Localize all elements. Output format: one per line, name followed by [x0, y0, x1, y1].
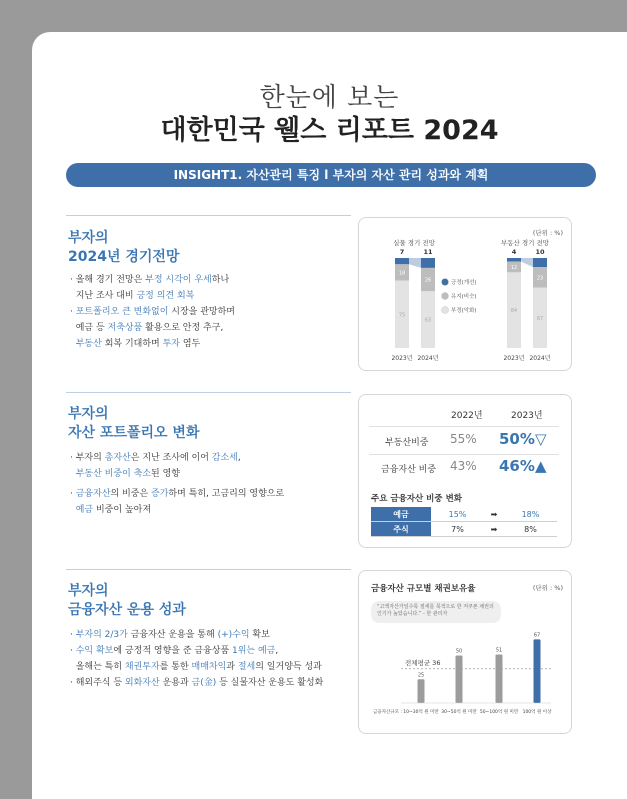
section3-heading — [68, 582, 186, 620]
table-cell: 7% — [431, 522, 484, 537]
section1-bullet: · 올해 경기 전망은 부정 시각이 우세하나 — [70, 275, 230, 285]
legend-swatch — [442, 279, 449, 286]
title-line1: 한눈에 보는 — [259, 83, 400, 113]
divider — [66, 569, 351, 570]
section1-heading-line2: 2024년 경기전망 — [68, 249, 180, 265]
positive-value-label: 7 — [399, 248, 405, 256]
section3-heading-line2: 금융자산 운용 성과 — [68, 602, 186, 618]
row-label-financial: 금융자산 비중 — [381, 465, 437, 475]
segment-label: 12 — [510, 265, 518, 271]
segment-label: 75 — [398, 312, 406, 319]
table-cell: 주식 — [371, 522, 431, 537]
divider — [66, 215, 351, 216]
segment-label: 18 — [398, 270, 406, 277]
legend-label: 부정(악화) — [451, 308, 477, 314]
x-tick-label: 100억 원 이상 — [522, 710, 552, 715]
divider — [369, 454, 559, 455]
portfolio-table-box — [358, 394, 572, 548]
section2-heading — [68, 405, 199, 443]
bar — [456, 656, 463, 704]
section3-bullet: · 수익 확보에 긍정적 영향을 준 금융상품 1위는 예금, — [70, 646, 279, 656]
divider — [66, 392, 351, 393]
chart1-unit: (단위 : %) — [532, 229, 563, 237]
x-axis-label: 금융자산규모 : — [373, 710, 403, 715]
bond-holding-chart — [358, 570, 572, 734]
chart2-title: 금융자산 규모별 채권보유율 — [371, 584, 476, 594]
section3-bullet: 올해는 특히 채권투자를 통한 매매차익과 절세의 일거양득 성과 — [70, 662, 322, 672]
chart2-unit: (단위 : %) — [532, 584, 563, 592]
row-label-realestate: 부동산비중 — [385, 438, 429, 448]
positive-value-label: 11 — [423, 248, 433, 256]
section1-bullet: · 포트폴리오 큰 변화없이 시장을 관망하며 — [70, 307, 235, 317]
section1-bullet: 부동산 회복 기대하며 투자 염두 — [75, 339, 201, 349]
section2-heading-line1: 부자의 — [68, 406, 109, 422]
section1-heading — [68, 229, 179, 267]
x-tick-label: 2023년 — [503, 355, 525, 362]
segment-label: 63 — [424, 317, 432, 324]
section3-heading-line1: 부자의 — [68, 583, 109, 599]
section2-bullets — [70, 450, 360, 518]
report-page — [32, 32, 627, 799]
table-cell: 8% — [504, 522, 557, 537]
chart2-svg — [359, 571, 571, 733]
segment-label: 67 — [536, 315, 544, 322]
section1-bullets — [70, 272, 360, 352]
bar-segment-0 — [395, 258, 409, 264]
x-tick-label: 10~30억 원 미만 — [403, 710, 439, 715]
col-2023: 2023년 — [511, 411, 543, 421]
x-tick-label: 2023년 — [391, 355, 413, 362]
positive-value-label: 4 — [511, 248, 517, 256]
bar-value-label: 67 — [533, 632, 541, 639]
chart1-svg — [359, 218, 571, 370]
section1-bullet: 지난 조사 대비 긍정 의견 회복 — [70, 291, 195, 301]
x-tick-label: 30~50억 원 미만 — [441, 710, 477, 715]
col-2022: 2022년 — [451, 411, 483, 421]
average-label: 전체평균 36 — [405, 658, 441, 667]
section2-heading-line2: 자산 포트폴리오 변화 — [68, 425, 200, 441]
quote-text: “고액자산가일수록 절세를 목적으로 한 저쿠폰 채권의 인기가 높았습니다.” - 한 관리자 — [377, 604, 494, 617]
up-triangle-icon: ▲ — [535, 457, 547, 475]
bar — [534, 639, 541, 703]
deposit-stock-table — [371, 507, 557, 537]
positive-value-label: 10 — [535, 248, 545, 256]
financial-2022: 43% — [450, 459, 477, 473]
section1-bullet: 예금 등 저축상품 활용으로 안정 추구, — [70, 323, 224, 333]
section3-bullet: · 해외주식 등 외화자산 운용과 금(金) 등 실물자산 운용도 활성화 — [70, 678, 324, 688]
section2-bullet: · 부자의 총자산은 지난 조사에 이어 감소세, — [70, 453, 241, 463]
table-cell: 18% — [504, 507, 557, 522]
table-row — [371, 507, 557, 522]
legend-label: 유지(비슷) — [451, 294, 477, 300]
section3-bullets — [70, 627, 370, 691]
right-arrow-icon: ➡ — [484, 507, 504, 522]
trend-band — [521, 258, 533, 267]
segment-label: 23 — [536, 275, 544, 282]
section3-bullet: · 부자의 2/3가 금융자산 운용을 통해 (+)수익 확보 — [70, 630, 270, 640]
financial-2023: 46% — [499, 457, 535, 475]
section2-bullet: · 금융자산의 비중은 증가하며 특히, 고금리의 영향으로 — [70, 489, 285, 499]
bar — [418, 679, 425, 703]
realestate-2022: 55% — [450, 432, 477, 446]
table-cell: 15% — [431, 507, 484, 522]
realestate-2023: 50% — [499, 430, 535, 448]
right-arrow-icon: ➡ — [484, 522, 504, 537]
segment-label: 26 — [424, 277, 432, 284]
divider — [369, 426, 559, 427]
bar — [496, 655, 503, 703]
trend-band — [409, 258, 421, 268]
legend-label: 긍정(개선) — [451, 280, 477, 286]
down-triangle-icon: ▽ — [535, 430, 547, 448]
segment-label: 84 — [510, 308, 518, 315]
section1-heading-line1: 부자의 — [68, 230, 109, 246]
section2-bullet: 예금 비중이 높아져 — [75, 505, 152, 515]
group-title: 실물 경기 전망 — [393, 239, 435, 247]
bar-value-label: 25 — [417, 672, 425, 679]
legend-swatch — [442, 307, 449, 314]
table-row — [371, 522, 557, 537]
bar-segment-0 — [507, 258, 521, 262]
sub-table-title: 주요 금융자산 비중 변화 — [371, 494, 462, 504]
table-cell: 예금 — [371, 507, 431, 522]
section2-bullet: 부동산 비중이 축소된 영향 — [75, 469, 180, 479]
x-tick-label: 50~100억 원 미만 — [479, 710, 519, 715]
legend-swatch — [442, 293, 449, 300]
bar-segment-0 — [533, 258, 547, 267]
bar-value-label: 51 — [495, 647, 503, 654]
group-title: 부동산 경기 전망 — [500, 239, 550, 247]
x-tick-label: 2024년 — [417, 355, 439, 362]
bar-value-label: 50 — [455, 648, 463, 655]
x-tick-label: 2024년 — [529, 355, 551, 362]
insight-banner: INSIGHT1. 자산관리 특징 l 부자의 자산 관리 성과와 계획 — [66, 163, 596, 187]
economy-outlook-chart — [358, 217, 572, 371]
title-line2: 대한민국 웰스 리포트 2024 — [160, 115, 499, 146]
bar-segment-0 — [421, 258, 435, 268]
